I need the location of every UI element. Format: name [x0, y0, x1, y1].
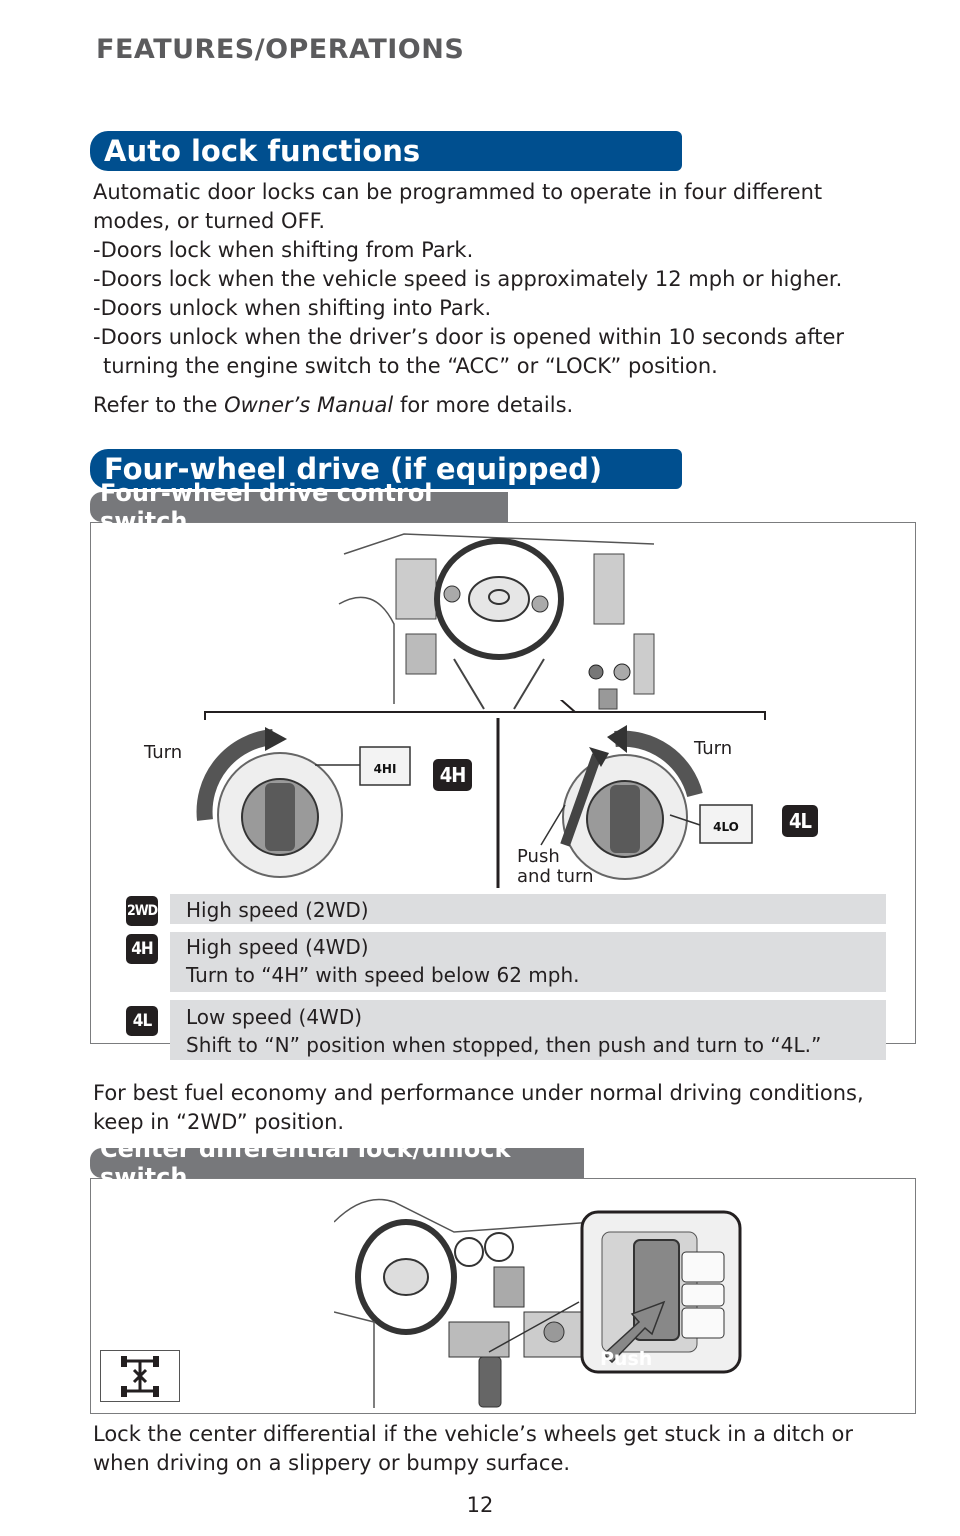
refer-prefix: Refer to the: [93, 393, 225, 417]
center-diff-heading: [90, 1135, 584, 1191]
center-diff-desc-1: Lock the center differential if the vehicle’s wheels get stuck in a ditch or: [93, 1422, 854, 1446]
push-label-line1: Push: [517, 846, 560, 867]
economy-line-1: For best fuel economy and performance under normal driving conditions,: [93, 1081, 864, 1105]
auto-lock-item-3: -Doors unlock when shifting into Park.: [93, 296, 492, 320]
badge-2wd: 2WD: [126, 896, 158, 926]
refer-manual-title: Owner’s Manual: [224, 393, 394, 417]
badge-4l-large: 4L: [782, 805, 818, 837]
control-switch-heading: [90, 479, 508, 535]
turn-label-right: Turn: [694, 738, 733, 759]
mode-4l-line2: Shift to “N” position when stopped, then push and turn to “4L.”: [186, 1033, 822, 1057]
push-label-line2: and turn: [517, 866, 594, 887]
auto-lock-item-4-cont: turning the engine switch to the “ACC” or “LOCK” position.: [103, 354, 718, 378]
auto-lock-heading-text: Auto lock functions: [104, 134, 421, 168]
economy-text: [93, 1079, 864, 1137]
turn-label-left: Turn: [144, 742, 183, 763]
auto-lock-item-4: -Doors unlock when the driver’s door is opened within 10 seconds after: [93, 325, 845, 349]
center-diff-push-label: Push: [600, 1348, 653, 1370]
mode-4l-line1: Low speed (4WD): [186, 1005, 363, 1029]
control-switch-heading-text: Four-wheel drive control switch: [100, 479, 433, 535]
four-wheel-heading-text: Four-wheel drive (if equipped): [104, 452, 603, 486]
badge-4h-large: 4H: [433, 759, 472, 791]
center-diff-illustration: [334, 1182, 744, 1408]
center-diff-desc-2: when driving on a slippery or bumpy surface.: [93, 1451, 571, 1475]
center-diff-lock-icon-box: [100, 1350, 180, 1402]
refer-suffix: for more details.: [393, 393, 574, 417]
auto-lock-intro-2: modes, or turned OFF.: [93, 209, 326, 233]
auto-lock-heading: [90, 131, 682, 171]
push-and-turn-label: [517, 847, 594, 887]
dial-4hi-label: 4HI: [373, 762, 397, 776]
page-header-title: FEATURES/OPERATIONS: [96, 34, 465, 65]
mode-4h-line2: Turn to “4H” with speed below 62 mph.: [186, 963, 580, 987]
auto-lock-item-2: -Doors lock when the vehicle speed is approximately 12 mph or higher.: [93, 267, 843, 291]
auto-lock-body: [93, 178, 844, 420]
badge-4l: 4L: [126, 1006, 158, 1036]
center-diff-lock-icon: [101, 1351, 179, 1401]
mode-2wd-line1: High speed (2WD): [186, 898, 369, 922]
mode-4h-line1: High speed (4WD): [186, 935, 369, 959]
page-number: 12: [466, 1493, 494, 1517]
badge-4h: 4H: [126, 934, 158, 964]
center-diff-heading-text: Center differential lock/unlock switch: [100, 1135, 511, 1191]
auto-lock-refer: [93, 391, 844, 420]
dashboard-illustration: [334, 524, 664, 714]
dial-4h-illustration: [195, 725, 435, 885]
auto-lock-item-1: -Doors lock when shifting from Park.: [93, 238, 474, 262]
economy-line-2: keep in “2WD” position.: [93, 1110, 345, 1134]
center-diff-description: [93, 1420, 853, 1478]
auto-lock-intro-1: Automatic door locks can be programmed to operate in four different: [93, 180, 823, 204]
dial-4lo-label: 4LO: [713, 820, 739, 834]
